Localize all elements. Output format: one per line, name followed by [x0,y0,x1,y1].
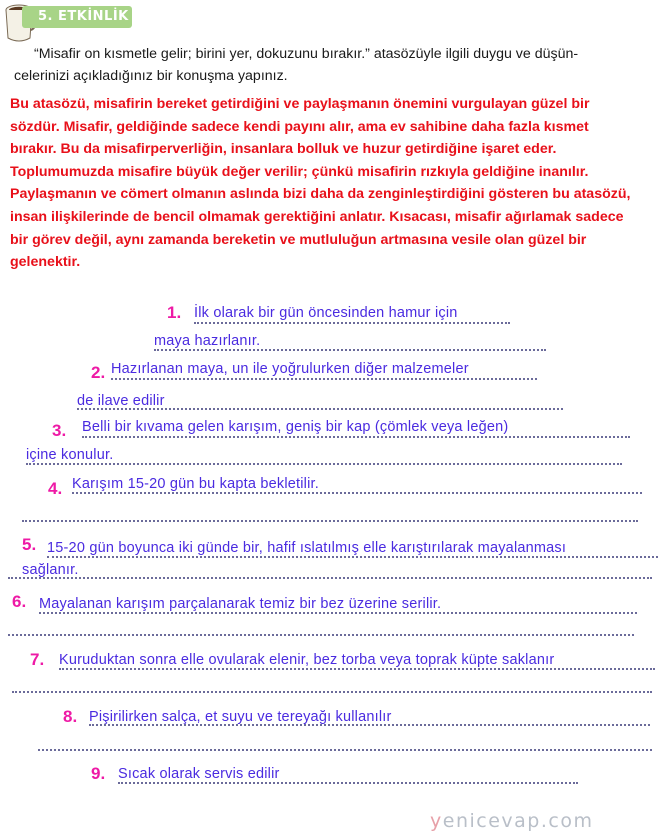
step-number: 6. [12,592,27,611]
question-prompt [14,43,654,87]
dotted-line [72,492,642,494]
step-text: Kuruduktan sonra elle ovularak elenir, bez torba veya toprak küpte saklanır [59,652,555,668]
answer-line: Toplumumuzda misafire büyük değer verilir; çünkü misafirin rızkıyla geldiğine inanılır. [10,163,589,180]
dotted-line [38,749,652,751]
step-text: 15-20 gün boyunca iki günde bir, hafif ıslatılmış elle karıştırılarak mayalanması [47,540,567,556]
step-number: 1. [167,303,182,322]
step-text: Mayalanan karışım parçalanarak temiz bir bez üzerine serilir. [39,596,442,612]
step-text: Karışım 15-20 gün bu kapta bekletilir. [72,476,319,492]
dotted-line [26,463,622,465]
prompt-line-2: celerinizi açıkladığınız bir konuşma yapınız. [14,68,288,84]
step-number: 4. [48,479,63,498]
dotted-line [8,577,652,579]
step-text: de ilave edilir [77,393,165,409]
answer-line: bir görev değil, aynı zamanda bereketin ve mutluluğun artmasına vesile olan güzel bir [10,231,587,248]
answer-line: sözdür. Misafir, geldiğinde sadece kendi payını alır, ama ev sahibine daha fazla kısmet [10,118,589,135]
step-number: 5. [22,535,37,554]
dotted-line [118,782,578,784]
step-text: Hazırlanan maya, un ile yoğrulurken diğer malzemeler [111,361,469,377]
answer-line: Bu atasözü, misafirin bereket getirdiğini ve paylaşmanın önemini vurgulayan güzel bir [10,96,590,112]
step-number: 9. [91,764,106,783]
dotted-line [59,668,655,670]
dotted-line [82,436,630,438]
step-text: sağlanır. [22,562,79,578]
dotted-line [8,634,634,636]
step-number: 2. [91,363,106,382]
dotted-line [194,322,510,324]
dotted-line [89,724,650,726]
dotted-line [154,349,546,351]
dotted-line [111,378,537,380]
step-text: Pişirilirken salça, et suyu ve tereyağı kullanılır [89,709,392,725]
step-number: 3. [52,421,67,440]
logo-letter: y [430,810,443,832]
step-text: maya hazırlanır. [154,333,261,349]
answer-line: Paylaşmanın ve cömert olmanın aslında bizi daha da zenginleştirdiğini gösteren bu atasözü, [10,186,631,203]
step-number: 7. [30,650,45,669]
answer-line: gelenektir. [10,254,81,271]
step-text: Sıcak olarak servis edilir [118,766,280,782]
activity-badge: 5. ETKİNLİK [22,6,132,28]
dotted-line [47,556,658,558]
answer-line: insan ilişkilerinde de bencil olmamak gerektiğini anlatır. Kısacası, misafir ağırlamak sadece [10,208,624,225]
step-text: Belli bir kıvama gelen karışım, geniş bir kap (çömlek veya leğen) [82,419,509,435]
dotted-line [12,691,652,693]
step-number: 8. [63,707,78,726]
answer-paragraph [10,93,656,274]
site-logo [430,810,593,832]
step-text: İlk olarak bir gün öncesinden hamur için [194,305,458,321]
dotted-line [39,612,637,614]
answer-line: bırakır. Bu da misafirperverliğin, insanlara bolluk ve huzur getirdiğine işaret eder. [10,141,557,158]
dotted-line [22,520,638,522]
logo-text: enicevap.com [442,810,594,832]
dotted-line [77,408,563,410]
prompt-line-1: “Misafir on kısmetle gelir; birini yer, dokuzunu bırakır.” atasözüyle ilgili duygu ve düşün- [34,46,579,62]
step-text: içine konulur. [26,447,114,463]
